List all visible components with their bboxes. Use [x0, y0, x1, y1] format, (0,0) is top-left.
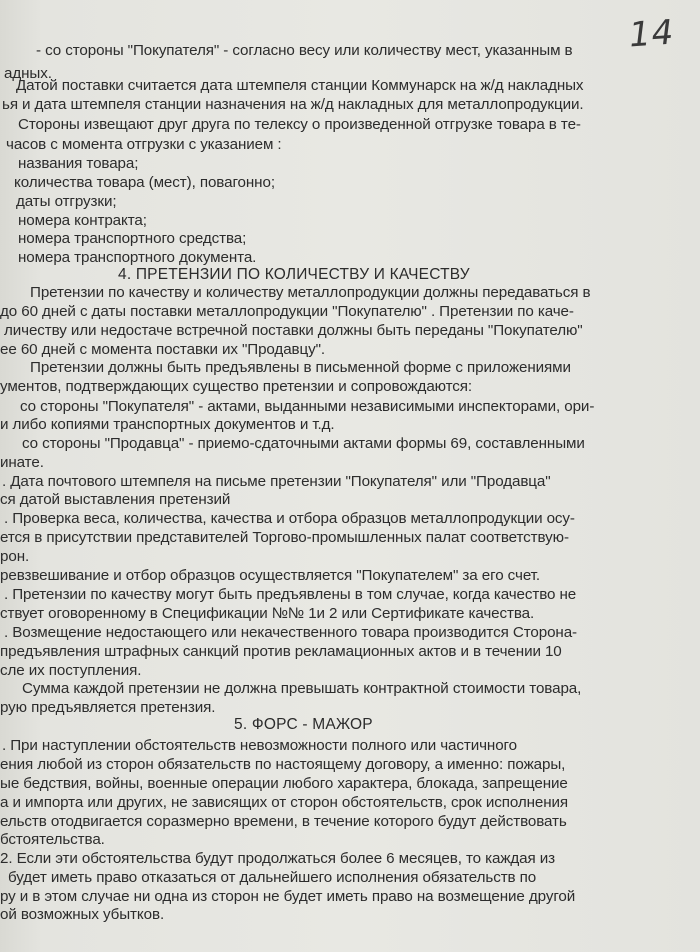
text-line: 2. Если эти обстоятельства будут продолжаться более 6 месяцев, то каждая из	[0, 850, 555, 867]
text-line: Претензии должны быть предъявлены в письменной форме с приложениями	[30, 359, 571, 376]
text-line: бстоятельства.	[0, 831, 105, 848]
text-line: ументов, подтверждающих существо претензии и сопровождаются:	[0, 378, 473, 395]
text-line: адных.	[4, 65, 52, 82]
text-line: и либо копиями транспортных документов и т.д.	[0, 416, 335, 433]
text-line: номера транспортного документа.	[18, 249, 257, 266]
text-line: ствует оговоренному в Спецификации №№ 1и 2 или Сертификате качества.	[0, 605, 535, 622]
text-line: ой возможных убытков.	[0, 906, 165, 923]
text-line: инате.	[0, 454, 44, 471]
text-line: ется в присутствии представителей Торгово-промышленных палат соответствую-	[0, 529, 569, 546]
text-line: сле их поступления.	[0, 662, 142, 679]
text-line: будет иметь право отказаться от дальнейшего исполнения обязательств по	[8, 869, 537, 886]
page-number: 14	[627, 12, 676, 56]
section-heading-4: 4. ПРЕТЕНЗИИ ПО КОЛИЧЕСТВУ И КАЧЕСТВУ	[118, 266, 470, 283]
text-line: ся датой выставления претензий	[0, 491, 231, 508]
text-line: Датой поставки считается дата штемпеля станции Коммунарск на ж/д накладных	[16, 77, 584, 94]
text-line: даты отгрузки;	[16, 193, 117, 210]
text-line: . Проверка веса, количества, качества и отбора образцов металлопродукции осу-	[4, 510, 575, 527]
text-line: ельств отодвигается соразмерно времени, в течение которого будут действовать	[0, 813, 567, 830]
text-line: Претензии по качеству и количеству металлопродукции должны передаваться в	[30, 284, 591, 301]
text-line: Стороны извещают друг друга по телексу о произведенной отгрузке товара в те-	[18, 116, 581, 133]
text-line: а и импорта или других, не зависящих от сторон обстоятельств, срок исполнения	[0, 794, 569, 811]
text-line: ее 60 дней с момента поставки их "Продавцу".	[0, 341, 326, 358]
text-line: номера контракта;	[18, 212, 147, 229]
text-line: . Претензии по качеству могут быть предъявлены в том случае, когда качество не	[4, 586, 577, 603]
text-line: рон.	[0, 548, 30, 565]
text-line: ру и в этом случае ни одна из сторон не будет иметь право на возмещение другой	[0, 888, 576, 905]
text-line: часов с момента отгрузки с указанием :	[6, 136, 282, 153]
text-line: ения любой из сторон обязательств по настоящему договору, а именно: пожары,	[0, 756, 566, 773]
text-line: рую предъявляется претензия.	[0, 699, 216, 716]
section-heading-5: 5. ФОРС - МАЖОР	[234, 716, 373, 733]
text-line: предъявления штрафных санкций против рекламационных актов и в течении 10	[0, 643, 562, 660]
text-line: ревзвешивание и отбор образцов осуществляется "Покупателем" за его счет.	[0, 567, 540, 584]
text-line: названия товара;	[18, 155, 139, 172]
text-line: . Возмещение недостающего или некачественного товара производится Сторона-	[4, 624, 578, 641]
text-line: - со стороны "Покупателя" - согласно весу или количеству мест, указанным в	[36, 42, 573, 59]
text-line: со стороны "Покупателя" - актами, выданными независимыми инспекторами, ори-	[20, 398, 595, 415]
text-line: ые бедствия, войны, военные операции любого характера, блокада, запрещение	[0, 775, 568, 792]
text-line: количества товара (мест), повагонно;	[14, 174, 275, 191]
text-line: со стороны "Продавца" - приемо-сдаточными актами формы 69, составленными	[22, 435, 585, 452]
text-line: . При наступлении обстоятельств невозможности полного или частичного	[2, 737, 518, 754]
text-line: ья и дата штемпеля станции назначения на ж/д накладных для металлопродукции.	[2, 96, 584, 113]
text-line: до 60 дней с даты поставки металлопродукции "Покупателю" . Претензии по каче-	[0, 303, 574, 320]
text-line: . Дата почтового штемпеля на письме претензии "Покупателя" или "Продавца"	[2, 473, 551, 490]
text-line: личеству или недостаче встречной поставки должны быть переданы "Покупателю"	[4, 322, 583, 339]
text-line: Сумма каждой претензии не должна превышать контрактной стоимости товара,	[22, 680, 582, 697]
text-line: номера транспортного средства;	[18, 230, 247, 247]
